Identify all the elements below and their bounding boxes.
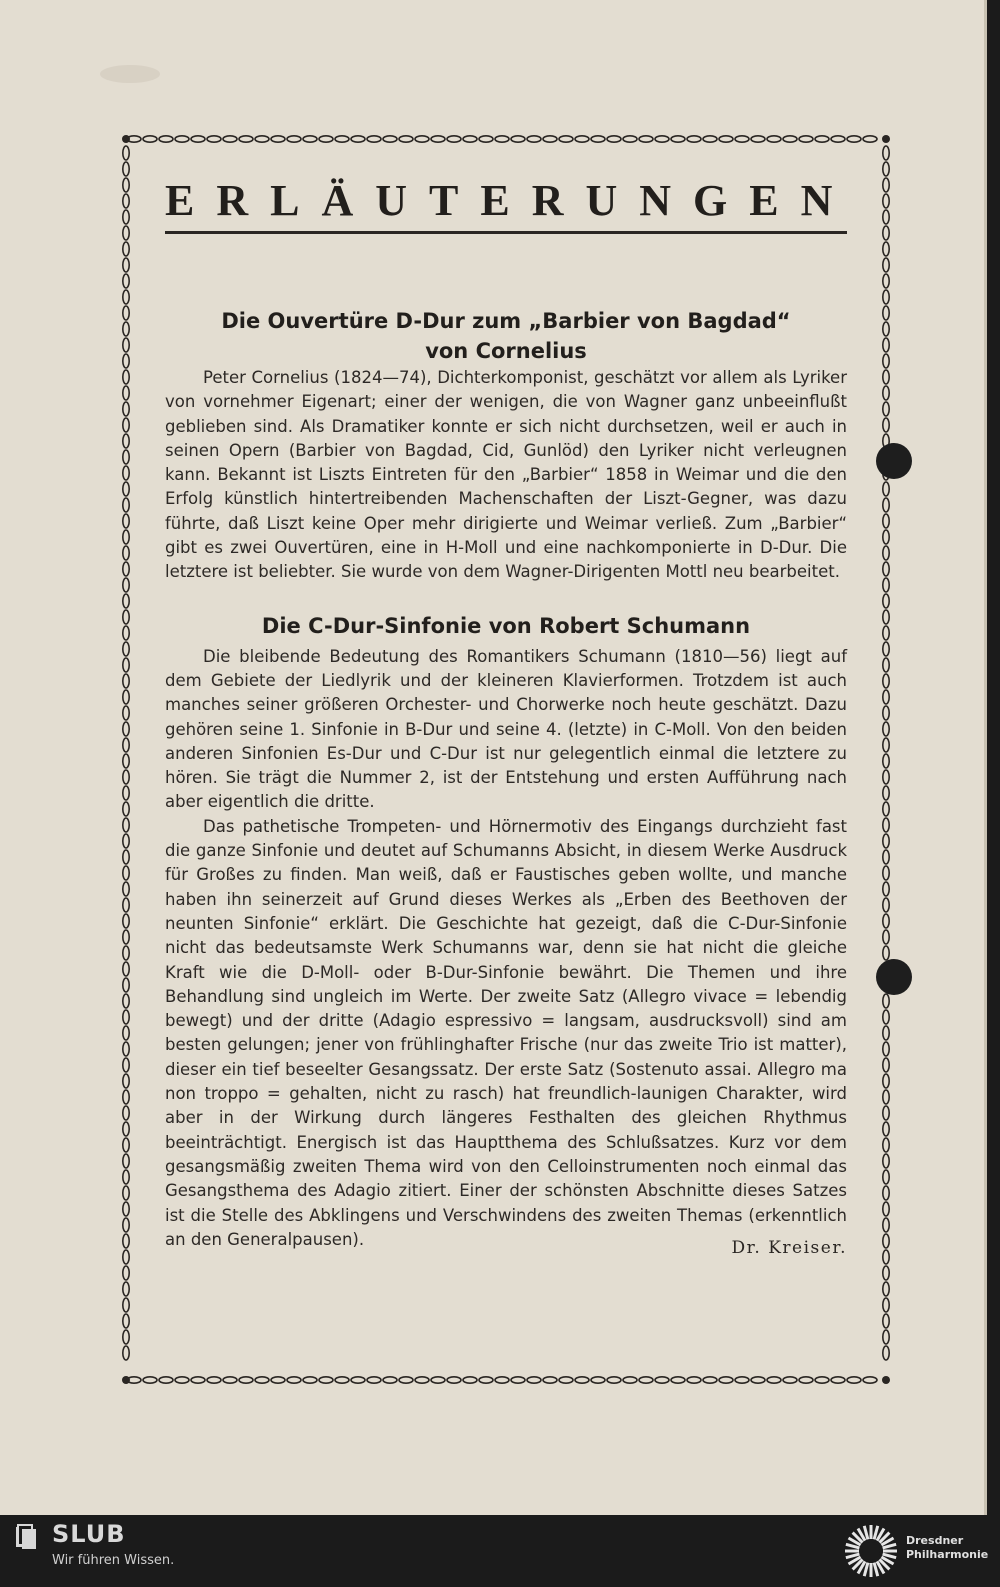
paper-stain — [100, 65, 160, 83]
partner-name-line2: Philharmonie — [906, 1548, 989, 1561]
section-cornelius — [165, 306, 847, 585]
frame-content — [165, 173, 855, 1259]
paragraph: Die bleibende Bedeutung des Romantikers Schumann (1810—56) liegt auf dem Gebiete der Liedlyrik und der kleineren Klavierformen. Trotzdem ist auch manches seiner größeren Orchester- und Chorwerke noch heute geschätzt. Dazu gehören seine 1. Sinfonie in B-Dur und seine 4. (letzte) in C-Moll. Von den beiden anderen Sinfonien Es-Dur und C-Dur ist nur gelegentlich einmal die letztere zu hören. Sie trägt die Nummer 2, ist der Entstehung und ersten Aufführung nach aber eigentlich die dritte. — [165, 646, 847, 812]
section-heading-line2: von Cornelius — [425, 339, 587, 363]
library-tagline: Wir führen Wissen. — [52, 1553, 175, 1568]
slub-book-icon — [14, 1523, 40, 1551]
section-heading-line1: Die Ouvertüre D-Dur zum „Barbier von Bagdad“ — [221, 309, 791, 333]
section-heading: Die C-Dur-Sinfonie von Robert Schumann — [261, 613, 751, 638]
philharmonie-sunburst-icon — [842, 1522, 900, 1580]
punch-hole — [876, 443, 912, 479]
paragraph: Peter Cornelius (1824—74), Dichterkomponist, geschätzt vor allem als Lyriker von vornehmer Eigenart; einer der wenigen, die von Wagner ganz unbeeinflußt geblieben sind. Als Dramatiker konnte er sich nicht durchsetzen, weil er auch in seinen Opern (Barbier von Bagdad, Cid, Gunlöd) den Lyriker nicht verleugnen kann. Bekannt ist Liszts Eintreten für den „Barbier“ 1858 in Weimar und die den Erfolg künstlich hintertreibenden Machenschaften der Liszt-Gegner, was dazu führte, daß Liszt keine Oper mehr dirigierte und Weimar verließ. Zum „Barbier“ gibt es zwei Ouvertüren, eine in H-Moll und eine nachkomponierte in D-Dur. Die letztere ist beliebter. Sie wurde von dem Wagner-Dirigenten Mottl neu bearbeitet. — [165, 368, 847, 582]
partner-name — [906, 1534, 988, 1562]
ornamental-frame — [120, 133, 892, 1386]
punch-hole — [876, 959, 912, 995]
paragraph: Das pathetische Trompeten- und Hörnermotiv des Eingangs durchzieht fast die ganze Sinfonie und deutet auf Schumanns Absicht, in diesem Werke Ausdruck für Großes zu finden. Man weiß, daß er Faustisches geben wollte, und manche haben ihn seinerzeit auf Grund dieses Werkes als „Erben des Beethoven der neunten Sinfonie“ erklärt. Die Geschichte hat gezeigt, daß die C-Dur-Sinfonie nicht das bedeutsamste Werk Schumanns war, denn sie hat nicht die gleiche Kraft wie die D-Moll- oder B-Dur-Sinfonie bewährt. Die Themen und ihre Behandlung sind ungleich im Werte. Der zweite Satz (Allegro vivace = lebendig bewegt) und der dritte (Adagio espressivo = langsam, ausdrucksvoll) sind am besten gelungen; jener von frühlinghafter Frische (nur das zweite Trio ist matter), dieser ein tief beseelter Gesangssatz. Der erste Satz (Sostenuto assai. Allegro ma non troppo = gehalten, nicht zu rasch) hat freundlich-launigen Charakter, wird aber in der Wirkung durch längeres Festhalten des gleichen Rhythmus beeinträchtigt. Energisch ist das Hauptthema des Schlußsatzes. Kurz vor dem gesangsmäßig zweiten Thema wird von den Celloinstrumenten noch einmal das Gesangsthema des Adagio zitiert. Einer der schönsten Abschnitte dieses Satzes ist die Stelle des Abklingens und Verschwindens des zweiten Themas (erkenntlich an den Generalpausen). — [165, 816, 847, 1249]
section-schumann — [165, 611, 847, 1259]
partner-name-line1: Dresdner — [906, 1534, 964, 1547]
library-name: SLUB — [52, 1520, 126, 1548]
closing-paragraph-block — [165, 815, 847, 1259]
viewer-footer — [0, 1518, 1000, 1587]
page-title: ERLÄUTERUNGEN — [165, 173, 847, 234]
author-signature: Dr. Kreiser. — [731, 1238, 847, 1259]
